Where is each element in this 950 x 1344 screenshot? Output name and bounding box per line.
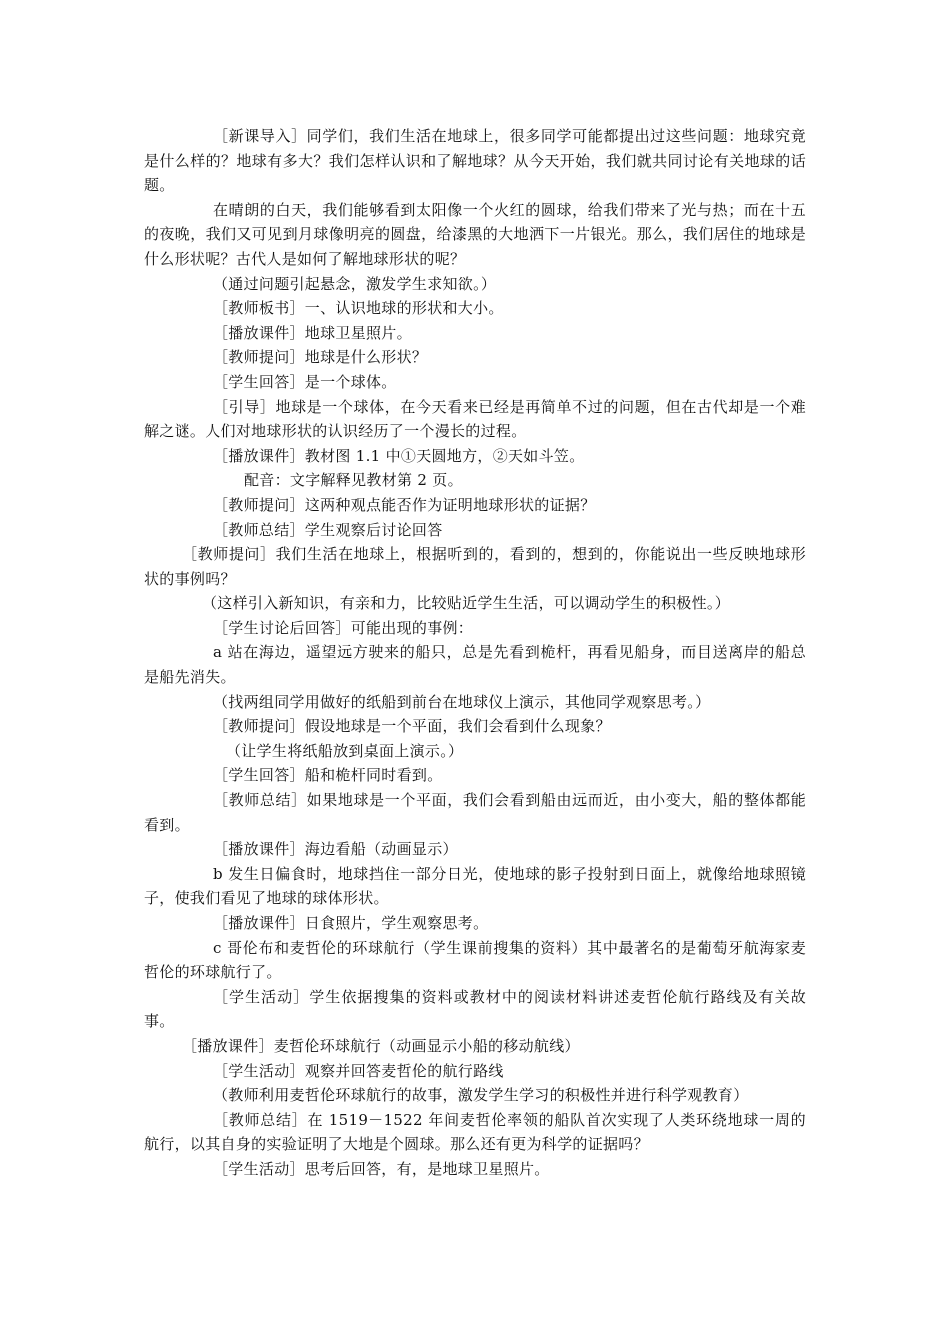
- paragraph-guide: ［引导］地球是一个球体，在今天看来已经是再简单不过的问题，但在古代却是一个难解之谜。人们对地球形状的认识经历了一个漫长的过程。: [144, 397, 806, 441]
- paragraph-answer-sphere: ［学生回答］是一个球体。: [213, 372, 397, 391]
- paragraph-note-paper-boat: （找两组同学用做好的纸船到前台在地球仪上演示，其他同学观察思考。）: [213, 692, 711, 711]
- paragraph-courseware-satellite: ［播放课件］地球卫星照片。: [213, 323, 412, 342]
- paragraph-courseware-seaside: ［播放课件］海边看船（动画显示）: [213, 840, 458, 859]
- paragraph-activity-story: ［学生活动］学生依据搜集的资料或教材中的阅读材料讲述麦哲伦航行路线及有关故事。: [144, 987, 806, 1031]
- paragraph-courseware-magellan: ［播放课件］麦哲伦环球航行（动画显示小船的移动航线）: [182, 1036, 580, 1055]
- paragraph-example-eclipse: b 发生日偏食时，地球挡住一部分日光，使地球的影子投射到日面上，就像给地球照镜子，使我们看见了地球的球体形状。: [144, 864, 806, 908]
- paragraph-voiceover: 配音：文字解释见教材第 2 页。: [244, 471, 463, 490]
- lesson-text: [144, 124, 806, 1182]
- paragraph-student-discussion: ［学生讨论后回答］可能出现的事例：: [213, 618, 474, 637]
- paragraph-question-flat: ［教师提问］假设地球是一个平面，我们会看到什么现象？: [213, 717, 611, 736]
- paragraph-activity-route: ［学生活动］观察并回答麦哲伦的航行路线: [213, 1061, 504, 1080]
- paragraph-question-shape: ［教师提问］地球是什么形状？: [213, 348, 428, 367]
- paragraph-blackboard: ［教师板书］一、认识地球的形状和大小。: [213, 299, 504, 318]
- paragraph-answer-same-time: ［学生回答］船和桅杆同时看到。: [213, 766, 443, 785]
- paragraph-question-evidence: ［教师提问］这两种观点能否作为证明地球形状的证据？: [213, 495, 596, 514]
- paragraph-intro: ［新课导入］同学们，我们生活在地球上，很多同学可能都提出过这些问题：地球究竟是什么样的？地球有多大？我们怎样认识和了解地球？从今天开始，我们就共同讨论有关地球的话题。: [144, 127, 806, 195]
- paragraph-courseware-figure: ［播放课件］教材图 1.1 中①天圆地方，②天如斗笠。: [213, 446, 585, 465]
- paragraph-example-voyage: c 哥伦布和麦哲伦的环球航行（学生课前搜集的资料）其中最著名的是葡萄牙航海家麦哲伦的环球航行了。: [144, 938, 806, 982]
- paragraph-note-science: （教师利用麦哲伦环球航行的故事，激发学生学习的积极性并进行科学观教育）: [213, 1086, 749, 1105]
- paragraph-courseware-eclipse: ［播放课件］日食照片，学生观察思考。: [213, 914, 489, 932]
- paragraph-summary-flat: ［教师总结］如果地球是一个平面，我们会看到船由远而近，由小变大，船的整体都能看到。: [144, 791, 806, 834]
- paragraph-example-ship: a 站在海边，遥望远方驶来的船只，总是先看到桅杆，再看见船身，而目送离岸的船总是船先消失。: [144, 643, 806, 687]
- paragraph-note-new-knowledge: （这样引入新知识，有亲和力，比较贴近学生生活，可以调动学生的积极性。）: [202, 594, 731, 613]
- paragraph-question-examples: ［教师提问］我们生活在地球上，根据听到的，看到的，想到的，你能说出一些反映地球形状的事例吗？: [144, 545, 806, 588]
- paragraph-sun-moon: 在晴朗的白天，我们能够看到太阳像一个火红的圆球，给我们带来了光与热；而在十五的夜晚，我们又可见到月球像明亮的圆盘，给漆黑的大地洒下一片银光。那么，我们居住的地球是什么形状呢？古代人是如何了解地球形状的呢？: [144, 200, 806, 268]
- paragraph-activity-satellite: ［学生活动］思考后回答，有，是地球卫星照片。: [213, 1159, 550, 1178]
- paragraph-summary-magellan: ［教师总结］在 1519－1522 年间麦哲伦率领的船队首次实现了人类环绕地球一周的航行，以其自身的实验证明了大地是个圆球。那么还有更为科学的证据吗？: [144, 1110, 806, 1154]
- paragraph-note-desk-demo: （让学生将纸船放到桌面上演示。）: [226, 741, 464, 760]
- paragraph-summary-discuss: ［教师总结］学生观察后讨论回答: [213, 520, 443, 539]
- paragraph-note-suspense: （通过问题引起悬念，激发学生求知欲。）: [213, 274, 497, 293]
